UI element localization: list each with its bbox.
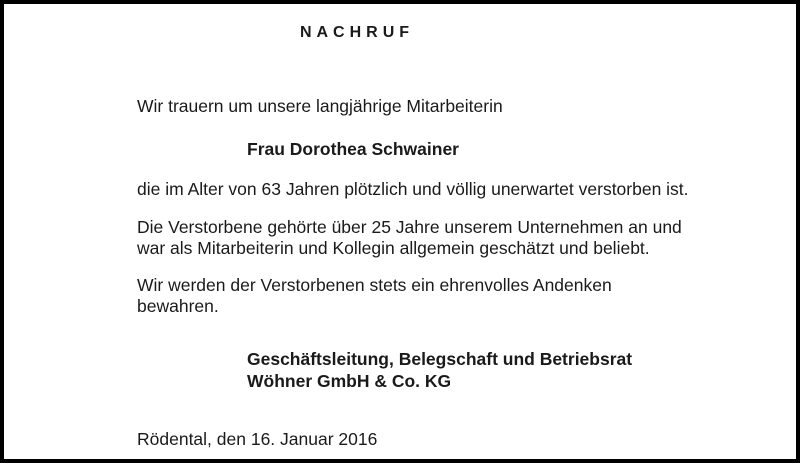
paragraph-2-line-1: Die Verstorbene gehörte über 25 Jahre unserem Unternehmen an und — [137, 217, 682, 237]
place-and-date: Rödental, den 16. Januar 2016 — [137, 429, 378, 449]
intro-text: Wir trauern um unsere langjährige Mitarbeiterin — [137, 96, 503, 116]
signature-line-2: Wöhner GmbH & Co. KG — [247, 371, 452, 391]
paragraph-2-line-2: war als Mitarbeiterin und Kollegin allgemein geschätzt und beliebt. — [137, 238, 650, 258]
notice-title: NACHRUF — [299, 24, 415, 41]
deceased-name: Frau Dorothea Schwainer — [247, 139, 459, 159]
signature-line-1: Geschäftsleitung, Belegschaft und Betriebsrat — [247, 349, 633, 369]
paragraph-1: die im Alter von 63 Jahren plötzlich und völlig unerwartet verstorben ist. — [137, 179, 689, 199]
paragraph-3-line-2: bewahren. — [137, 296, 219, 316]
paragraph-3-line-1: Wir werden der Verstorbenen stets ein ehrenvolles Andenken — [137, 275, 612, 295]
